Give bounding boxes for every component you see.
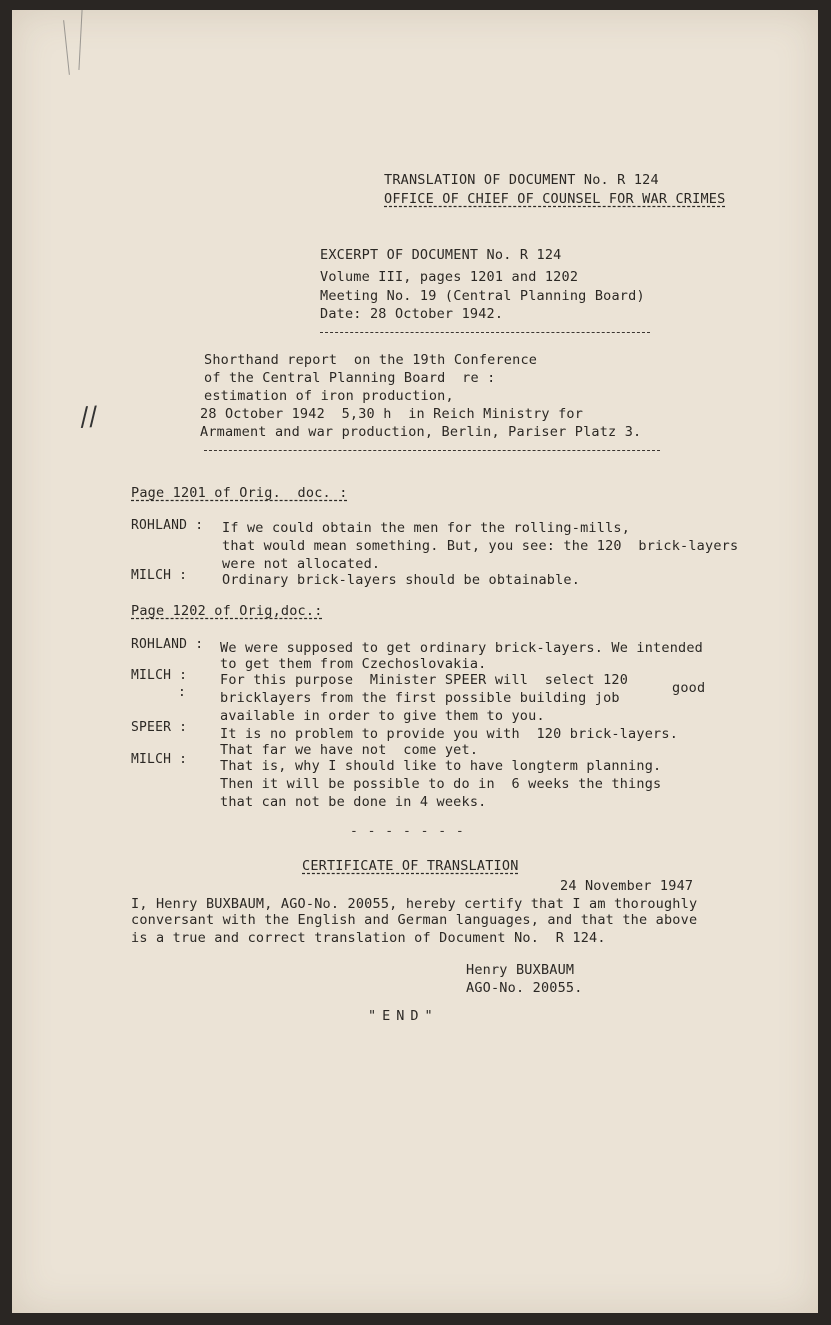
speech-line: That is, why I should like to have longterm planning. xyxy=(220,758,662,774)
excerpt-line-4: Date: 28 October 1942. xyxy=(320,306,504,322)
pencil-mark xyxy=(78,10,82,70)
speaker-label: ROHLAND : xyxy=(131,518,204,533)
speech-line: That far we have not come yet. xyxy=(220,742,479,758)
header-line-2: OFFICE OF CHIEF OF COUNSEL FOR WAR CRIMES xyxy=(384,191,726,207)
speech-line: We were supposed to get ordinary brick-layers. We intended xyxy=(220,640,704,656)
report-line-2: of the Central Planning Board re : xyxy=(204,370,496,386)
pencil-mark xyxy=(63,20,70,75)
report-line-5: Armament and war production, Berlin, Pariser Platz 3. xyxy=(200,424,642,440)
signature-ago: AGO-No. 20055. xyxy=(466,980,583,996)
speech-line: were not allocated. xyxy=(222,556,381,572)
certificate-date: 24 November 1947 xyxy=(560,878,694,894)
speech-line: that would mean something. But, you see: the 120 brick-layers xyxy=(222,538,739,554)
separator: - - - - - - - xyxy=(350,824,465,839)
excerpt-line-1: EXCERPT OF DOCUMENT No. R 124 xyxy=(320,247,562,263)
speech-line: If we could obtain the men for the rolling-mills, xyxy=(222,520,631,536)
speaker-label: ROHLAND : xyxy=(131,637,204,652)
end-mark: "END" xyxy=(368,1008,439,1024)
speaker-colon: : xyxy=(178,685,187,700)
divider xyxy=(204,450,660,452)
report-line-4: 28 October 1942 5,30 h in Reich Ministry for xyxy=(200,406,584,422)
section-heading: Page 1202 of Orig,doc.: xyxy=(131,603,323,619)
excerpt-line-2: Volume III, pages 1201 and 1202 xyxy=(320,269,579,285)
speech-line: Then it will be possible to do in 6 weeks the things xyxy=(220,776,662,792)
speech-line: It is no problem to provide you with 120 brick-layers. xyxy=(220,726,679,742)
certificate-heading: CERTIFICATE OF TRANSLATION xyxy=(302,858,519,874)
speech-line: available in order to give them to you. xyxy=(220,708,545,724)
excerpt-line-3: Meeting No. 19 (Central Planning Board) xyxy=(320,288,645,304)
report-line-1: Shorthand report on the 19th Conference xyxy=(204,352,538,368)
speaker-label: MILCH : xyxy=(131,568,188,583)
speech-line: to get them from Czechoslovakia. xyxy=(220,656,487,672)
margin-mark: // xyxy=(78,401,99,433)
signature-name: Henry BUXBAUM xyxy=(466,962,575,978)
report-line-3: estimation of iron production, xyxy=(204,388,454,404)
header-line-1: TRANSLATION OF DOCUMENT No. R 124 xyxy=(384,172,659,188)
speech-line: that can not be done in 4 weeks. xyxy=(220,794,487,810)
speech-line: bricklayers from the first possible building job xyxy=(220,690,620,706)
speech-line: Ordinary brick-layers should be obtainable. xyxy=(222,572,581,588)
speaker-label: MILCH : xyxy=(131,752,188,767)
divider xyxy=(320,332,650,334)
section-heading: Page 1201 of Orig. doc. : xyxy=(131,485,348,501)
certificate-line: is a true and correct translation of Document No. R 124. xyxy=(131,930,606,946)
speaker-label: MILCH : xyxy=(131,668,188,683)
certificate-line: conversant with the English and German languages, and that the above xyxy=(131,912,698,928)
certificate-line: I, Henry BUXBAUM, AGO-No. 20055, hereby certify that I am thoroughly xyxy=(131,896,698,912)
speaker-label: SPEER : xyxy=(131,720,188,735)
speech-line-extra: good xyxy=(672,680,706,696)
speech-line: For this purpose Minister SPEER will select 120 xyxy=(220,672,629,688)
